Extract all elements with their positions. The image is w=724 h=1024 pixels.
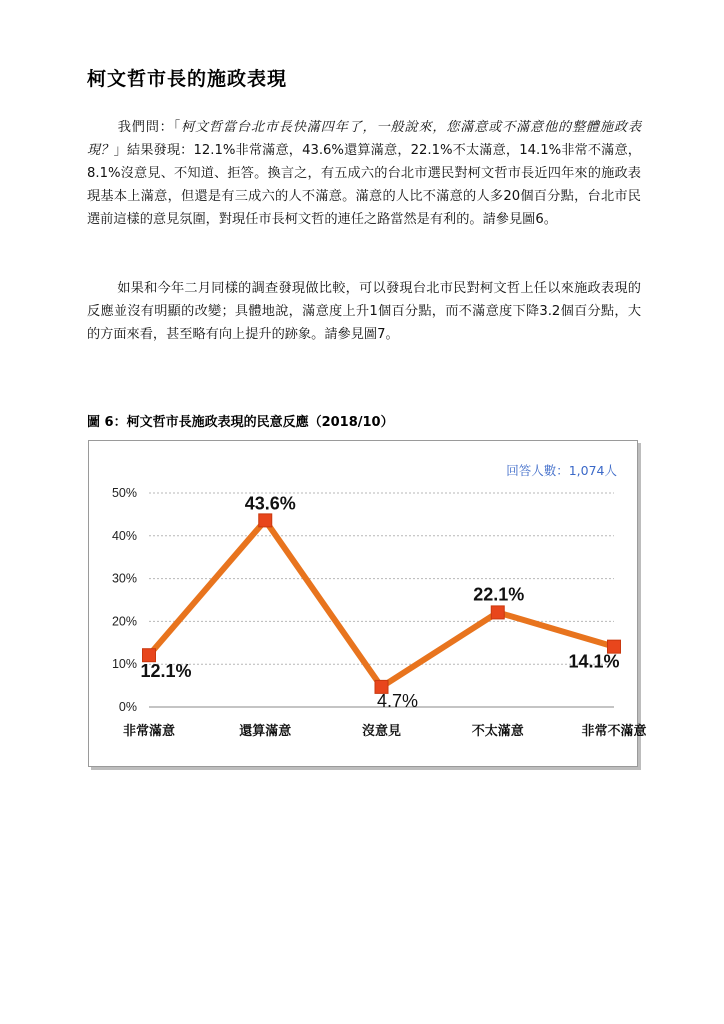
paragraph-1-body: 」結果發現：12.1%非常滿意，43.6%還算滿意，22.1%不太滿意，14.1%非常不滿意，8.1%沒意見、不知道、拒答。換言之，有五成六的台北市選民對柯文哲市長近四年來的施政表現基本上滿意，但還是有三成六的人不滿意。滿意的人比不滿意的人多20個百分點，台北市民選前這樣的意見氛圍，對現任市長柯文哲的連任之路當然是有利的。請參見圖6。 <box>87 143 641 227</box>
page-heading: 柯文哲市長的施政表現 <box>87 68 288 90</box>
x-category-label: 沒意見 <box>361 724 402 739</box>
y-tick-label: 0% <box>118 700 137 714</box>
y-tick-label: 10% <box>111 657 137 672</box>
survey-question: 柯文哲當台北市長快滿四年了，一般說來，您滿意或不滿意他的整體施政表現？ <box>87 120 642 158</box>
y-tick-label: 20% <box>111 614 137 629</box>
paragraph-2 <box>87 277 641 346</box>
y-tick-label: 40% <box>111 528 137 543</box>
x-category-label: 不太滿意 <box>471 724 524 739</box>
x-category-label: 非常不滿意 <box>581 724 647 739</box>
data-point-marker <box>259 514 272 527</box>
figure-caption: 圖 6：柯文哲市長施政表現的民意反應（2018/10） <box>87 415 394 430</box>
data-label: 14.1% <box>568 651 620 672</box>
data-point-marker <box>491 606 504 619</box>
data-label: 43.6% <box>244 493 296 514</box>
data-point-marker <box>143 649 156 662</box>
data-label: 4.7% <box>376 690 419 711</box>
x-category-label: 還算滿意 <box>239 724 292 739</box>
paragraph-2-body: 如果和今年二月同樣的調查發現做比較，可以發現台北市民對柯文哲上任以來施政表現的反應並沒有明顯的改變；具體地說，滿意度上升1個百分點，而不滿意度下降3.2個百分點，大的方面來看，甚至略有向上提升的跡象。請參見圖7。 <box>87 281 641 342</box>
line-chart <box>89 441 647 766</box>
x-category-label: 非常滿意 <box>122 724 176 739</box>
series-line <box>149 520 614 686</box>
y-tick-label: 50% <box>111 486 137 500</box>
respondent-count-note: 回答人數：1,074人 <box>506 463 617 478</box>
paragraph-1-lead: 我們問：「 <box>117 120 181 135</box>
data-label: 12.1% <box>140 661 192 682</box>
chart-container <box>88 440 647 767</box>
data-label: 22.1% <box>473 584 525 605</box>
y-tick-label: 30% <box>111 571 137 586</box>
paragraph-1 <box>87 116 641 231</box>
